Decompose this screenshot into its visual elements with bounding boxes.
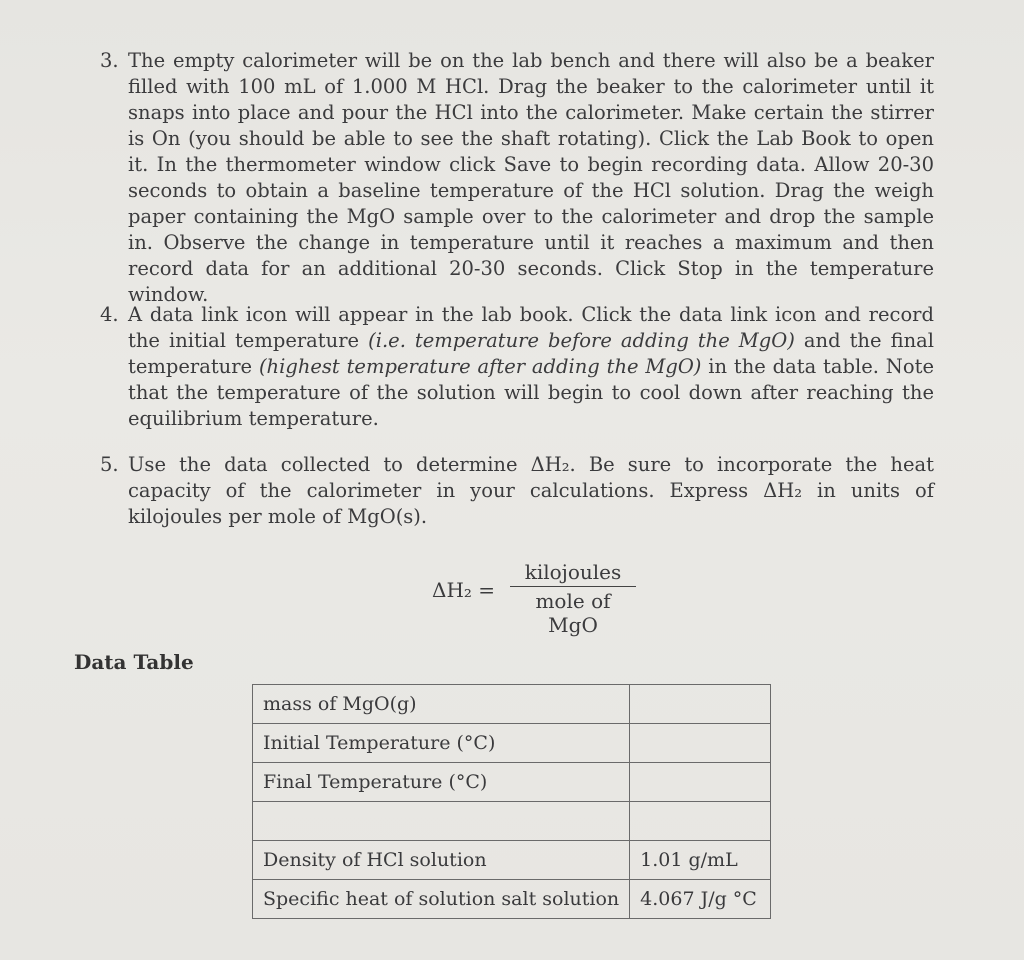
row-value-cell[interactable] — [630, 802, 771, 841]
row-value-cell: 4.067 J/g °C — [630, 880, 771, 919]
step-number: 3. — [100, 49, 119, 72]
step-text: The empty calorimeter will be on the lab bench and there will also be a beaker filled with 100 mL of 1.000 M HCl. Drag the beaker to the calorimeter until it snaps into place and pour the HCl into the calorimeter. Make certain the stirrer is On (you should be able to see the shaft rotating). Click the Lab Book to open it. In the thermometer window click Save to begin recording data. Allow 20-30 seconds to obtain a baseline temperature of the HCl solution. Drag the weigh paper containing the MgO sample over to the calorimeter and drop the sample in. Observe the change in temperature until it reaches a maximum and then record data for an additional 20-30 seconds. Click Stop in the temperature window. — [128, 49, 934, 306]
step-number: 4. — [100, 303, 119, 326]
equation-lhs: ΔH₂ = — [432, 578, 496, 602]
unit-fraction — [510, 560, 636, 637]
fraction-denominator: mole of MgO — [535, 589, 611, 637]
table-row — [253, 763, 771, 802]
table-row — [253, 685, 771, 724]
row-label: Specific heat of solution salt solution — [253, 880, 630, 919]
row-label: Initial Temperature (°C) — [253, 724, 630, 763]
row-label: mass of MgO(g) — [253, 685, 630, 724]
data-table-title: Data Table — [74, 650, 194, 674]
row-value-cell[interactable] — [630, 685, 771, 724]
step-text: A data link icon will appear in the lab book. Click the data link icon and record the initial temperature (i.e. temperature before adding the MgO) and the final temperature (highest temperature after adding the MgO) in the data table. Note that the temperature of the solution will begin to cool down after reaching the equilibrium temperature. — [128, 303, 934, 430]
row-value-cell: 1.01 g/mL — [630, 841, 771, 880]
step-text: Use the data collected to determine ΔH₂. Be sure to incorporate the heat capacity of the calorimeter in your calculations. Express ΔH₂ in units of kilojoules per mole of MgO(s). — [128, 453, 934, 528]
data-table — [252, 684, 771, 919]
table-row — [253, 724, 771, 763]
row-label — [253, 802, 630, 841]
row-value-cell[interactable] — [630, 724, 771, 763]
table-row — [253, 880, 771, 919]
row-label: Final Temperature (°C) — [253, 763, 630, 802]
row-value-cell[interactable] — [630, 763, 771, 802]
table-row — [253, 841, 771, 880]
step-number: 5. — [100, 453, 119, 476]
row-label: Density of HCl solution — [253, 841, 630, 880]
table-row — [253, 802, 771, 841]
fraction-numerator: kilojoules — [510, 560, 636, 587]
